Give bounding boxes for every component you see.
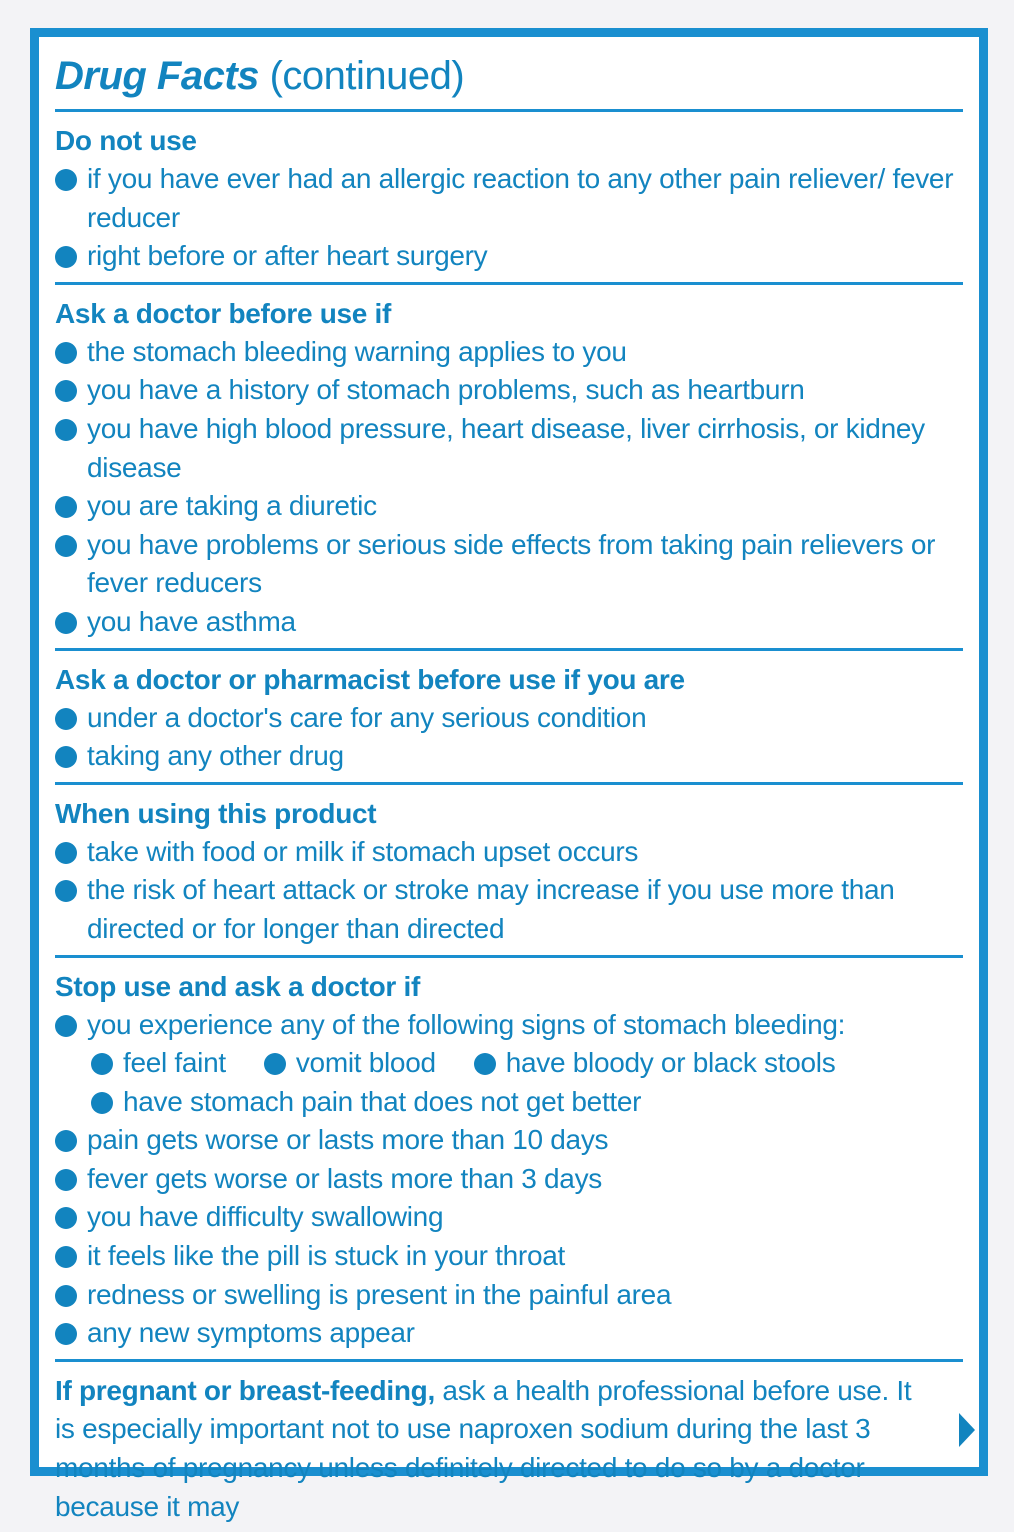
bullet-dot-icon (55, 496, 77, 518)
do-not-use-list (55, 160, 963, 276)
ask-doctor-list (55, 333, 963, 642)
list-item-text: you experience any of the following signs of stomach bleeding: (87, 1008, 846, 1040)
bullet-dot-icon (55, 1015, 77, 1037)
bullet-dot-icon (91, 1092, 113, 1114)
continue-arrow-icon (959, 1413, 975, 1447)
section-heading: Ask a doctor or pharmacist before use if you are (55, 663, 685, 695)
section-ask-doctor (55, 285, 963, 651)
bullet-dot-icon (55, 1130, 77, 1152)
bullet-dot-icon (55, 1285, 77, 1307)
bullet-dot-icon (474, 1053, 496, 1075)
bullet-dot-icon (55, 419, 77, 441)
sign-item (91, 1044, 226, 1083)
section-pregnant (55, 1362, 963, 1532)
bullet-dot-icon (55, 708, 77, 730)
list-item-text: pain gets worse or lasts more than 10 days (87, 1124, 609, 1156)
list-item (55, 1198, 963, 1237)
list-item (55, 487, 963, 526)
pregnancy-warning (55, 1372, 963, 1526)
list-item-text: the risk of heart attack or stroke may increase if you use more than directed or for longer than directed (87, 874, 895, 944)
pregnancy-warning-lead: If pregnant or breast-feeding, (55, 1374, 435, 1406)
list-item (55, 833, 963, 872)
list-item (55, 603, 963, 642)
list-item-text: right before or after heart surgery (87, 240, 488, 272)
list-item-text: you have a history of stomach problems, such as heartburn (87, 374, 805, 406)
bullet-dot-icon (55, 380, 77, 402)
bullet-dot-icon (55, 1207, 77, 1229)
bullet-dot-icon (55, 746, 77, 768)
title-bold: Drug Facts (55, 54, 259, 98)
sign-text: vomit blood (295, 1047, 436, 1079)
section-stop-use (55, 958, 963, 1362)
section-ask-pharmacist (55, 651, 963, 785)
bullet-dot-icon (264, 1053, 286, 1075)
bullet-dot-icon (55, 880, 77, 902)
drug-facts-content (55, 51, 963, 1522)
list-item-text: you have asthma (87, 605, 296, 637)
sign-item (91, 1083, 641, 1122)
list-item-text: redness or swelling is present in the painful area (87, 1278, 672, 1310)
sign-text: have bloody or black stools (505, 1047, 836, 1079)
bullet-dot-icon (91, 1053, 113, 1075)
list-item (55, 1160, 963, 1199)
list-item (55, 1006, 963, 1122)
list-item (55, 871, 963, 948)
sign-text: have stomach pain that does not get better (123, 1085, 642, 1117)
list-item-text: under a doctor's care for any serious condition (87, 701, 647, 733)
list-item (55, 410, 963, 487)
list-item-text: if you have ever had an allergic reaction to any other pain reliever/ fever reducer (87, 163, 954, 233)
section-heading: When using this product (55, 797, 377, 829)
sign-item (474, 1044, 836, 1083)
section-when-using (55, 785, 963, 958)
list-item-text: you have problems or serious side effects from taking pain relievers or fever reducers (87, 528, 936, 599)
bullet-dot-icon (55, 342, 77, 364)
bullet-dot-icon (55, 842, 77, 864)
list-item (55, 237, 963, 276)
list-item-text: you have difficulty swallowing (87, 1201, 444, 1233)
list-item (55, 699, 963, 738)
bullet-dot-icon (55, 1169, 77, 1191)
list-item-text: the stomach bleeding warning applies to you (87, 335, 627, 367)
bullet-dot-icon (55, 169, 77, 191)
ask-pharmacist-list (55, 699, 963, 776)
bullet-dot-icon (55, 1323, 77, 1345)
list-item (55, 371, 963, 410)
list-item-text: taking any other drug (87, 740, 344, 772)
bullet-dot-icon (55, 535, 77, 557)
stop-use-list (55, 1006, 963, 1353)
section-heading: Stop use and ask a doctor if (55, 970, 421, 1002)
list-item (55, 1276, 963, 1315)
sign-item (264, 1044, 436, 1083)
list-item (55, 333, 963, 372)
sign-text: feel faint (123, 1047, 226, 1079)
list-item (55, 160, 963, 237)
section-do-not-use (55, 112, 963, 285)
pregnancy-warning-text: ask a health professional before use. It is especially important not to use naproxen sodium during the last 3 months of pregnancy unless definitely directed to do so by a doctor because it may (55, 1374, 912, 1522)
when-using-list (55, 833, 963, 949)
list-item-text: any new symptoms appear (87, 1317, 415, 1349)
list-item-text: it feels like the pill is stuck in your throat (87, 1240, 565, 1272)
list-item-text: you are taking a diuretic (87, 490, 377, 522)
list-item (55, 526, 963, 603)
list-item (55, 737, 963, 776)
section-heading: Ask a doctor before use if (55, 297, 392, 329)
list-item-text: fever gets worse or lasts more than 3 days (87, 1162, 602, 1194)
drug-facts-panel (30, 28, 988, 1522)
bleeding-signs (87, 1044, 963, 1121)
list-item (55, 1314, 963, 1353)
list-item-text: take with food or milk if stomach upset occurs (87, 835, 639, 867)
bullet-dot-icon (55, 1246, 77, 1268)
list-item-text: you have high blood pressure, heart disease, liver cirrhosis, or kidney disease (87, 412, 925, 483)
list-item (55, 1237, 963, 1276)
drug-facts-title (55, 51, 963, 112)
list-item (55, 1121, 963, 1160)
section-heading: Do not use (55, 125, 197, 156)
title-continued: (continued) (269, 54, 465, 98)
bullet-dot-icon (55, 246, 77, 268)
bullet-dot-icon (55, 612, 77, 634)
